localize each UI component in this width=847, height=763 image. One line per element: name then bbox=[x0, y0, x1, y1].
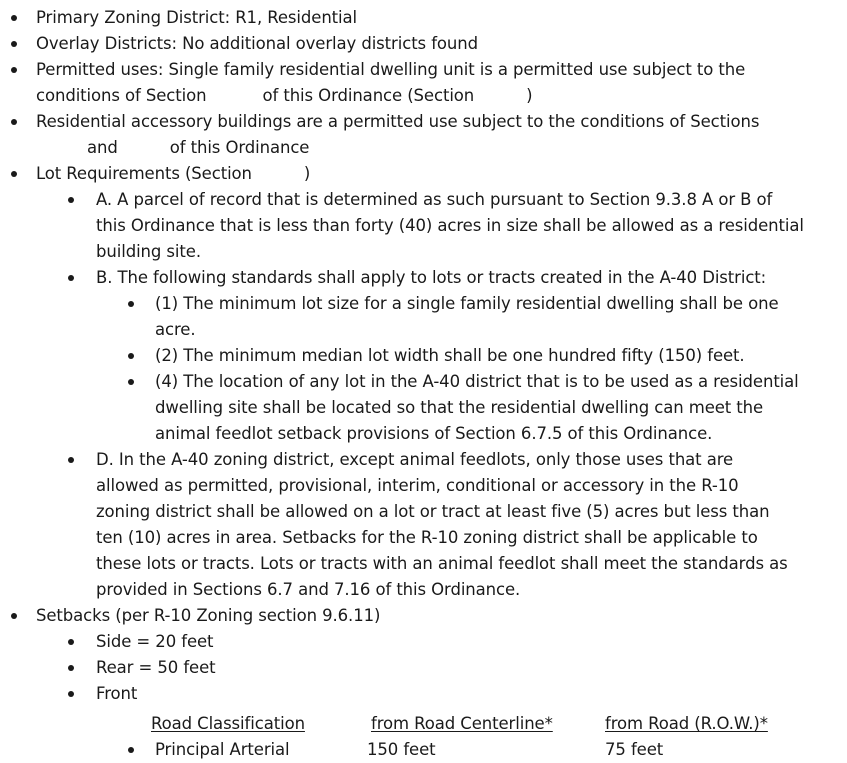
lot-a-line-1: A. A parcel of record that is determined as such pursuant to Section 9.3.8 A or B of bbox=[96, 190, 773, 209]
accessory-buildings-line-2 bbox=[36, 135, 309, 161]
bullet-icon bbox=[11, 119, 17, 125]
accessory-text-a: and bbox=[87, 138, 118, 157]
front-setback: Front bbox=[96, 684, 138, 703]
lot-d-line-2: allowed as permitted, provisional, interim, conditional or accessory in the R-10 bbox=[96, 476, 739, 495]
bullet-icon bbox=[11, 67, 17, 73]
header-from-centerline: from Road Centerline* bbox=[371, 714, 553, 733]
primary-zoning-item: Primary Zoning District: R1, Residential bbox=[36, 8, 358, 27]
setbacks-item: Setbacks (per R-10 Zoning section 9.6.11) bbox=[36, 606, 381, 625]
accessory-buildings-line-1: Residential accessory buildings are a permitted use subject to the conditions of Sections bbox=[36, 112, 760, 131]
lot-d-line-4: ten (10) acres in area. Setbacks for the R-10 zoning district shall be applicable to bbox=[96, 528, 758, 547]
cell-from-centerline: 150 feet bbox=[367, 740, 436, 759]
lot-d-line-1: D. In the A-40 zoning district, except animal feedlots, only those uses that are bbox=[96, 450, 734, 469]
lot-d-line-3: zoning district shall be allowed on a lot or tract at least five (5) acres but less than bbox=[96, 502, 770, 521]
bullet-icon bbox=[68, 639, 74, 645]
lot-requirements-text-a: Lot Requirements (Section bbox=[36, 164, 252, 183]
lot-requirements-text-b: ) bbox=[303, 164, 311, 183]
side-setback: Side = 20 feet bbox=[96, 632, 214, 651]
bullet-icon bbox=[128, 301, 134, 307]
lot-d-line-6: provided in Sections 6.7 and 7.16 of this Ordinance. bbox=[96, 580, 521, 599]
bullet-icon bbox=[128, 379, 134, 385]
bullet-icon bbox=[68, 197, 74, 203]
lot-b1-line-1: (1) The minimum lot size for a single family residential dwelling shall be one bbox=[155, 294, 779, 313]
bullet-icon bbox=[68, 665, 74, 671]
permitted-uses-text-c: ) bbox=[526, 86, 533, 105]
table-row bbox=[0, 737, 847, 763]
bullet-icon bbox=[11, 15, 17, 21]
lot-b4-line-1: (4) The location of any lot in the A-40 district that is to be used as a residential bbox=[155, 372, 799, 391]
bullet-icon bbox=[11, 41, 17, 47]
lot-b2-line: (2) The minimum median lot width shall be one hundred fifty (150) feet. bbox=[155, 346, 745, 365]
lot-d-line-5: these lots or tracts. Lots or tracts with an animal feedlot shall meet the standards as bbox=[96, 554, 788, 573]
cell-from-row: 75 feet bbox=[605, 740, 664, 759]
cell-road-classification: Principal Arterial bbox=[155, 740, 290, 759]
accessory-text-b: of this Ordinance bbox=[169, 138, 310, 157]
bullet-icon bbox=[68, 457, 74, 463]
bullet-icon bbox=[68, 275, 74, 281]
lot-requirements-item bbox=[36, 161, 310, 187]
lot-b-line: B. The following standards shall apply to lots or tracts created in the A-40 District: bbox=[96, 268, 767, 287]
bullet-icon bbox=[11, 613, 17, 619]
overlay-districts-item: Overlay Districts: No additional overlay districts found bbox=[36, 34, 478, 53]
lot-b1-line-2: acre. bbox=[155, 320, 196, 339]
bullet-icon bbox=[11, 171, 17, 177]
header-from-row: from Road (R.O.W.)* bbox=[605, 714, 768, 733]
permitted-uses-line-1: Permitted uses: Single family residential dwelling unit is a permitted use subject to the bbox=[36, 60, 746, 79]
road-table-header bbox=[0, 711, 847, 737]
permitted-uses-text-a: conditions of Section bbox=[36, 86, 207, 105]
rear-setback: Rear = 50 feet bbox=[96, 658, 216, 677]
lot-b4-line-3: animal feedlot setback provisions of Section 6.7.5 of this Ordinance. bbox=[155, 424, 713, 443]
lot-a-line-2: this Ordinance that is less than forty (40) acres in size shall be allowed as a residential bbox=[96, 216, 804, 235]
lot-a-line-3: building site. bbox=[96, 242, 201, 261]
permitted-uses-text-b: of this Ordinance (Section bbox=[262, 86, 475, 105]
bullet-icon bbox=[68, 691, 74, 697]
bullet-icon bbox=[128, 353, 134, 359]
permitted-uses-line-2 bbox=[36, 83, 533, 109]
header-road-classification: Road Classification bbox=[151, 714, 305, 733]
lot-b4-line-2: dwelling site shall be located so that the residential dwelling can meet the bbox=[155, 398, 764, 417]
